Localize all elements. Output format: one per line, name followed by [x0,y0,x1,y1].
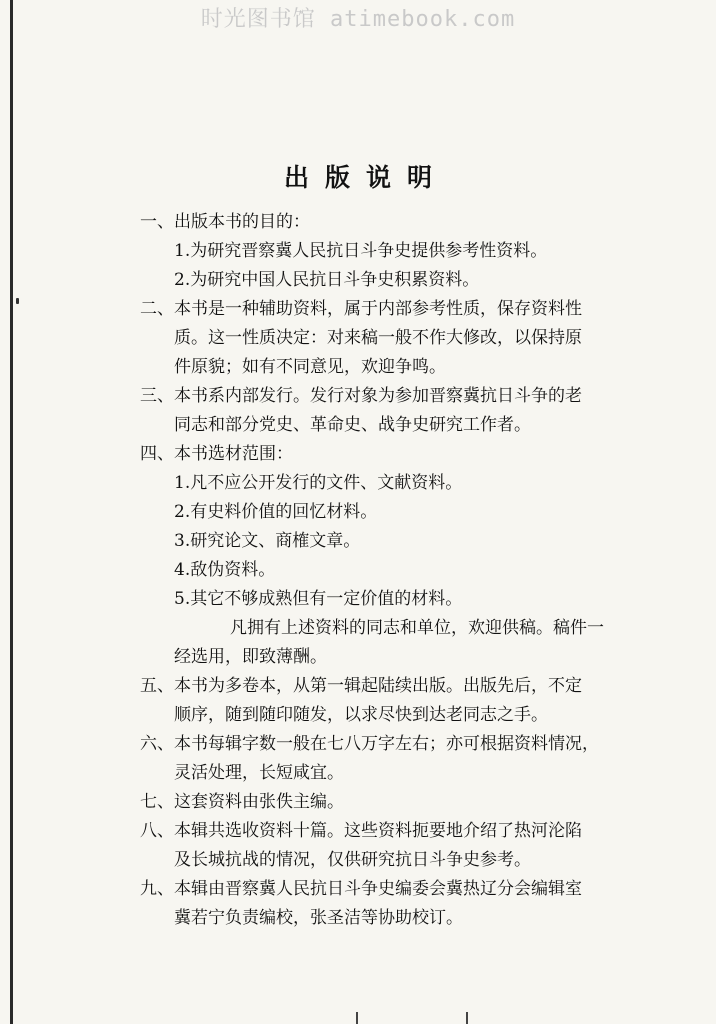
text-line: 及长城抗战的情况，仅供研究抗日斗争史参考。 [174,850,531,870]
text-line: 凡拥有上述资料的同志和单位，欢迎供稿。稿件一 [230,618,604,638]
text-line: 同志和部分党史、革命史、战争史研究工作者。 [174,415,531,435]
text-line: 质。这一性质决定：对来稿一般不作大修改，以保持原 [174,328,582,348]
page-title: 出版说明 [283,163,448,192]
text-line: 六、本书每辑字数一般在七八万字左右；亦可根据资料情况， [140,734,599,754]
text-line: 九、本辑由晋察冀人民抗日斗争史编委会冀热辽分会编辑室 [140,879,582,899]
text-line: 一、出版本书的目的： [140,212,310,232]
text-line: 经选用，即致薄酬。 [174,647,327,667]
text-line: 3.研究论文、商榷文章。 [174,531,361,551]
text-line: 顺序，随到随印随发，以求尽快到达老同志之手。 [174,705,548,725]
text-line: 三、本书系内部发行。发行对象为参加晋察冀抗日斗争的老 [140,386,582,406]
body-text [140,208,640,933]
text-line: 1.为研究晋察冀人民抗日斗争史提供参考性资料。 [174,241,548,261]
text-line: 件原貌；如有不同意见，欢迎争鸣。 [174,357,446,377]
text-line: 五、本书为多卷本，从第一辑起陆续出版。出版先后，不定 [140,676,582,696]
scan-mark [466,1012,468,1024]
scan-mark [356,1012,358,1024]
text-line: 八、本辑共选收资料十篇。这些资料扼要地介绍了热河沦陷 [140,821,582,841]
text-line: 冀若宁负责编校，张圣洁等协助校订。 [174,908,463,928]
text-line: 二、本书是一种辅助资料，属于内部参考性质，保存资料性 [140,299,582,319]
text-line: 5.其它不够成熟但有一定价值的材料。 [174,589,463,609]
page-edge-line [10,0,13,1024]
watermark: 时光图书馆 atimebook.com [200,7,516,32]
text-line: 灵活处理，长短咸宜。 [174,763,344,783]
text-line: 2.为研究中国人民抗日斗争史积累资料。 [174,270,480,290]
text-line: 4.敌伪资料。 [174,560,276,580]
text-line: 四、本书选材范围： [140,444,293,464]
text-line: 七、这套资料由张佚主编。 [140,792,344,812]
text-line: 2.有史料价值的回忆材料。 [174,502,378,522]
text-line: 1.凡不应公开发行的文件、文献资料。 [174,473,463,493]
scan-speck [16,298,19,304]
